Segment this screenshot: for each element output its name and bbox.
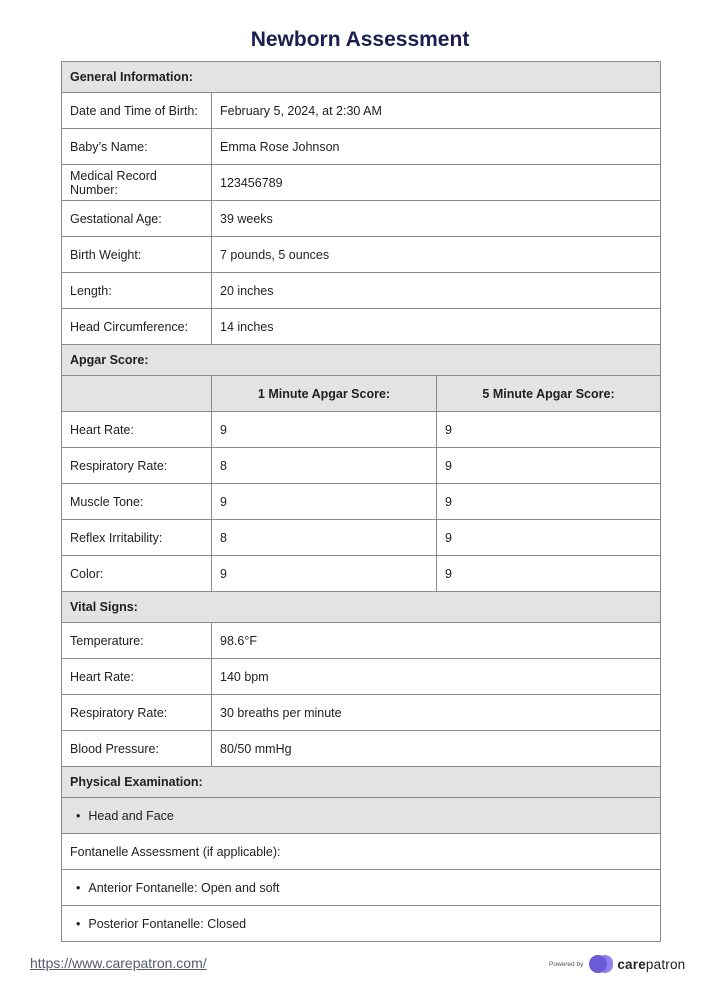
anterior-value: Open and soft [200, 880, 280, 895]
row-value: 7 pounds, 5 ounces [212, 237, 661, 273]
row-label: Blood Pressure: [62, 731, 212, 767]
score-5min: 9 [437, 520, 661, 556]
column-header: 1 Minute Apgar Score: [212, 376, 437, 412]
row-value: 123456789 [212, 165, 661, 201]
column-header: 5 Minute Apgar Score: [437, 376, 661, 412]
section-vitals-header [62, 592, 661, 623]
brand-name-bold: care [617, 956, 646, 972]
score-1min: 9 [212, 556, 437, 592]
row-value: 39 weeks [212, 201, 661, 237]
score-1min: 8 [212, 520, 437, 556]
table-row [62, 93, 661, 129]
row-label: Length: [62, 273, 212, 309]
powered-by-text: Powered by [549, 960, 584, 968]
section-heading: General Information: [62, 62, 661, 93]
score-5min: 9 [437, 556, 661, 592]
row-label: Muscle Tone: [62, 484, 212, 520]
table-row [62, 870, 661, 906]
row-label: Heart Rate: [62, 412, 212, 448]
row-label: Reflex Irritability: [62, 520, 212, 556]
bullet-item: • Head and Face [70, 809, 174, 823]
brand-logo [549, 953, 685, 975]
table-row [62, 412, 661, 448]
table-row [62, 834, 661, 870]
row-value: February 5, 2024, at 2:30 AM [212, 93, 661, 129]
table-row [62, 201, 661, 237]
table-row [62, 906, 661, 942]
row-label: Baby’s Name: [62, 129, 212, 165]
posterior-value: Closed [207, 916, 247, 931]
assessment-table [61, 61, 661, 942]
row-value: 14 inches [212, 309, 661, 345]
table-row [62, 623, 661, 659]
exam-subheading-row [62, 798, 661, 834]
anterior-label: • Anterior Fontanelle: [70, 881, 197, 895]
score-5min: 9 [437, 448, 661, 484]
score-1min: 9 [212, 412, 437, 448]
score-1min: 9 [212, 484, 437, 520]
row-value: 80/50 mmHg [212, 731, 661, 767]
table-row [62, 237, 661, 273]
score-1min: 8 [212, 448, 437, 484]
brand-name [617, 957, 685, 972]
row-label: Respiratory Rate: [62, 448, 212, 484]
page-title: Newborn Assessment [250, 28, 470, 51]
row-label: Head Circumference: [62, 309, 212, 345]
table-row [62, 129, 661, 165]
row-label: Date and Time of Birth: [62, 93, 212, 129]
row-value: Emma Rose Johnson [212, 129, 661, 165]
posterior-label: • Posterior Fontanelle: [70, 917, 204, 931]
table-row [62, 273, 661, 309]
row-label: Color: [62, 556, 212, 592]
row-value: 20 inches [212, 273, 661, 309]
table-row [62, 695, 661, 731]
table-row [62, 520, 661, 556]
row-label: Medical Record Number: [62, 165, 212, 201]
table-row [62, 731, 661, 767]
row-value: 140 bpm [212, 659, 661, 695]
section-exam-header [62, 767, 661, 798]
row-value: 30 breaths per minute [212, 695, 661, 731]
section-apgar-header [62, 345, 661, 376]
section-heading: Vital Signs: [62, 592, 661, 623]
table-row [62, 165, 661, 201]
footer-link[interactable]: https://www.carepatron.com/ [30, 955, 207, 971]
row-value: 98.6°F [212, 623, 661, 659]
carepatron-logo-icon [589, 954, 613, 974]
row-label: Heart Rate: [62, 659, 212, 695]
table-row [62, 448, 661, 484]
row-label: Gestational Age: [62, 201, 212, 237]
section-heading: Physical Examination: [62, 767, 661, 798]
table-row [62, 309, 661, 345]
table-row [62, 484, 661, 520]
section-general-header [62, 62, 661, 93]
table-row [62, 659, 661, 695]
empty-header-cell [62, 376, 212, 412]
fontanelle-label: Fontanelle Assessment (if applicable): [62, 834, 661, 870]
row-label: Birth Weight: [62, 237, 212, 273]
row-label: Temperature: [62, 623, 212, 659]
section-heading: Apgar Score: [62, 345, 661, 376]
brand-name-rest: patron [645, 956, 686, 972]
apgar-column-header [62, 376, 661, 412]
score-5min: 9 [437, 412, 661, 448]
score-5min: 9 [437, 484, 661, 520]
row-label: Respiratory Rate: [62, 695, 212, 731]
table-row [62, 556, 661, 592]
